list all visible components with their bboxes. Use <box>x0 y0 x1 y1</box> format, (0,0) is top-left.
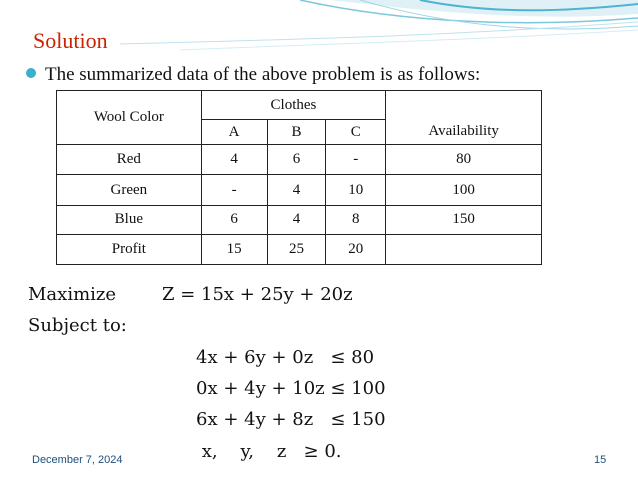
table-row <box>57 205 542 234</box>
constraint-nonnegativity: x, y, z ≥ 0. <box>196 441 342 462</box>
page-number: 15 <box>594 454 607 466</box>
table-cell: 6 <box>267 145 326 175</box>
header-availability: Availability <box>386 120 542 145</box>
table-cell: 4 <box>201 145 267 175</box>
header-col-b: B <box>267 120 326 145</box>
row-label: Green <box>57 175 202 205</box>
bullet-text: The summarized data of the above problem is as follows: <box>45 64 481 85</box>
table-cell: 8 <box>326 205 386 234</box>
bullet-item <box>26 64 480 86</box>
header-col-a: A <box>201 120 267 145</box>
table-cell: 6 <box>201 205 267 234</box>
objective-function: Z = 15x + 25y + 20z <box>162 284 353 305</box>
row-label: Profit <box>57 234 202 264</box>
availability-cell: 100 <box>386 175 542 205</box>
table-cell: 20 <box>326 234 386 264</box>
table-cell: - <box>201 175 267 205</box>
table-cell: - <box>326 145 386 175</box>
table-cell: 4 <box>267 205 326 234</box>
header-clothes: Clothes <box>201 91 386 120</box>
slide-title: Solution <box>33 28 108 53</box>
row-label: Red <box>57 145 202 175</box>
table-cell: 15 <box>201 234 267 264</box>
maximize-label: Maximize <box>28 284 117 305</box>
constraint-2: 0x + 4y + 10z ≤ 100 <box>196 378 386 399</box>
summary-table <box>56 90 542 265</box>
table-cell: 4 <box>267 175 326 205</box>
table-cell: 25 <box>267 234 326 264</box>
header-wool-color: Wool Color <box>57 91 202 145</box>
header-col-c: C <box>326 120 386 145</box>
table-row <box>57 175 542 205</box>
constraint-1: 4x + 6y + 0z ≤ 80 <box>196 347 375 368</box>
table-row <box>57 145 542 175</box>
table-header-row <box>57 91 542 120</box>
availability-cell: 150 <box>386 205 542 234</box>
constraint-3: 6x + 4y + 8z ≤ 150 <box>196 409 386 430</box>
table-cell: 10 <box>326 175 386 205</box>
bullet-dot-icon <box>26 68 36 78</box>
header-availability-top <box>386 91 542 120</box>
row-label: Blue <box>57 205 202 234</box>
availability-cell: 80 <box>386 145 542 175</box>
subject-to-label: Subject to: <box>28 315 127 336</box>
availability-cell <box>386 234 542 264</box>
table-row <box>57 234 542 264</box>
footer-date: December 7, 2024 <box>32 454 123 466</box>
